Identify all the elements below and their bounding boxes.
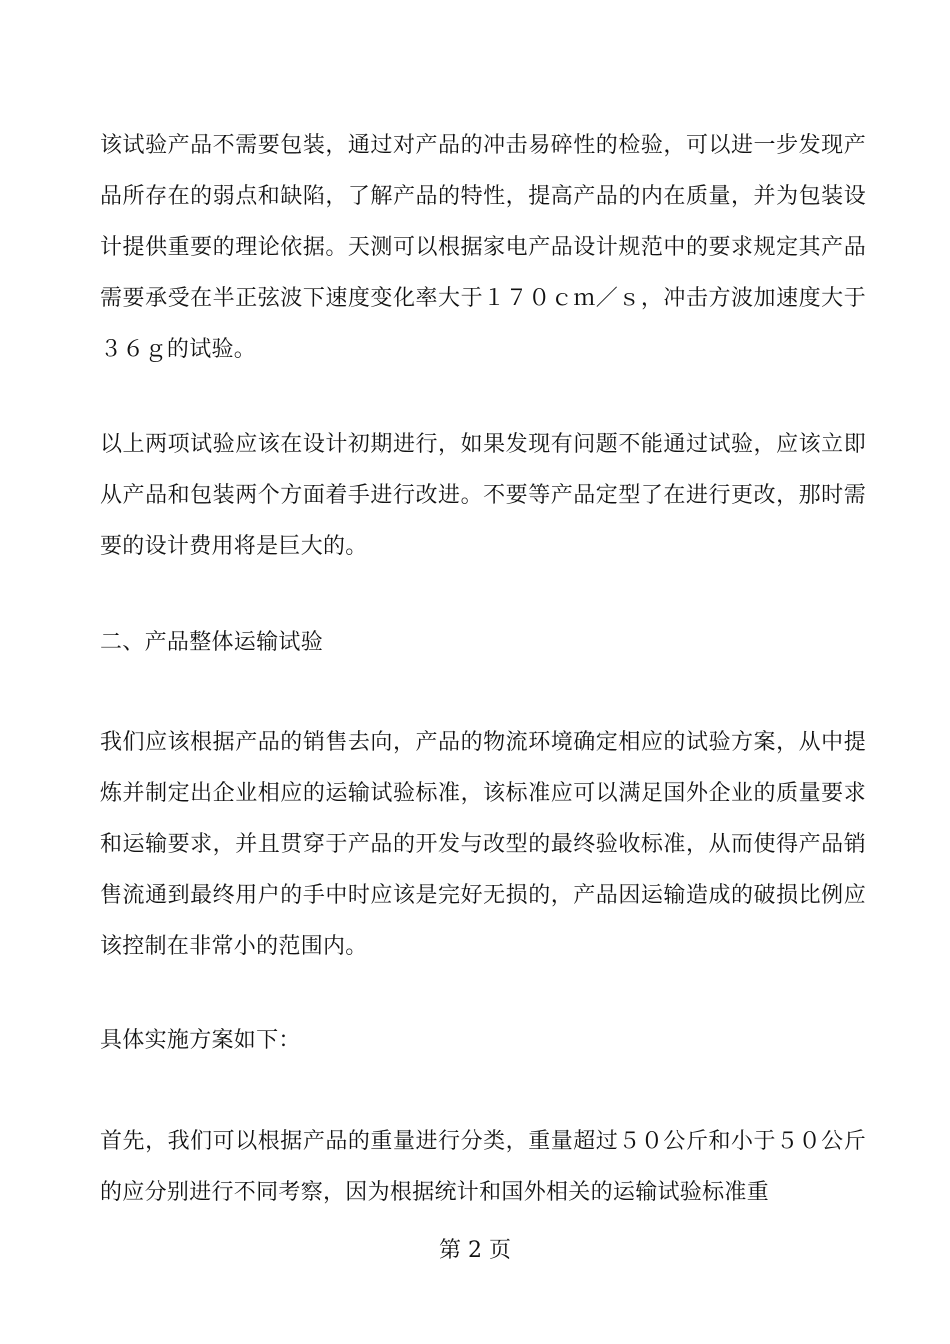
section-heading-transport-test: 二、产品整体运输试验 (100, 630, 324, 655)
paragraph-implementation-intro: 具体实施方案如下： (100, 1028, 301, 1053)
paragraph-early-design-testing: 以上两项试验应该在设计初期进行，如果发现有问题不能通过试验，应该立即从产品和包装两个方面着手进行改进。不要等产品定型了在进行更改，那时需要的设计费用将是巨大的。 (100, 432, 866, 559)
page-number-footer: 第 2 页 (439, 1238, 511, 1263)
paragraph-transport-standard: 我们应该根据产品的销售去向，产品的物流环境确定相应的试验方案，从中提炼并制定出企业相应的运输试验标准，该标准应可以满足国外企业的质量要求和运输要求，并且贯穿于产品的开发与改型的最终验收标准，从而使得产品销售流通到最终用户的手中时应该是完好无损的，产品因运输造成的破损比例应该控制在非常小的范围内。 (100, 730, 866, 959)
paragraph-weight-classification: 首先，我们可以根据产品的重量进行分类，重量超过５０公斤和小于５０公斤的应分别进行不同考察，因为根据统计和国外相关的运输试验标准重 (100, 1129, 866, 1205)
paragraph-shock-fragility-test: 该试验产品不需要包装，通过对产品的冲击易碎性的检验，可以进一步发现产品所存在的弱点和缺陷，了解产品的特性，提高产品的内在质量，并为包装设计提供重要的理论依据。天测可以根据家电产品设计规范中的要求规定其产品需要承受在半正弦波下速度变化率大于１７０ｃｍ／ｓ，冲击方波加速度大于３６ｇ的试验。 (100, 133, 866, 362)
